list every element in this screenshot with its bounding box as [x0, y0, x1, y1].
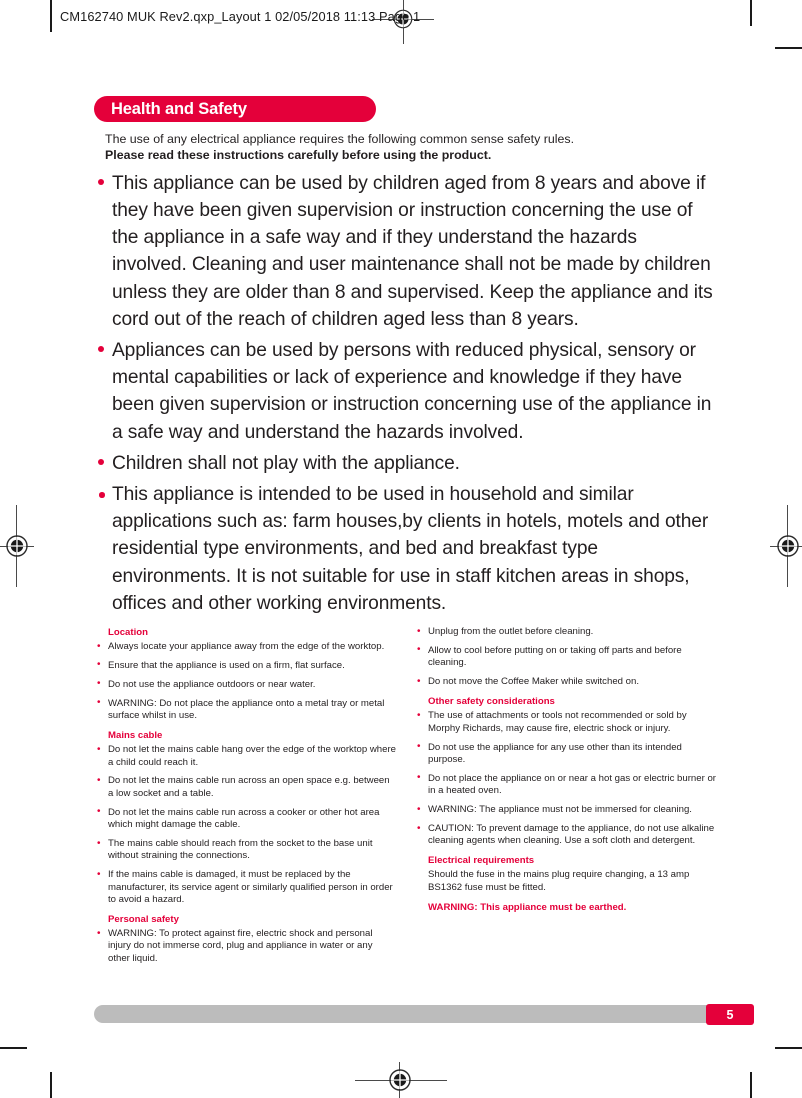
- crop-mark-bottom-left-horizontal: [0, 1047, 27, 1049]
- list-item: • WARNING: To protect against fire, electric shock and personal injury do not immerse cord, plug and appliance in water or any other liquid.: [94, 928, 396, 965]
- list-item: • If the mains cable is damaged, it must be replaced by the manufacturer, its service agent or similarly qualified person in order to avoid a hazard.: [94, 869, 396, 906]
- right-column: [414, 626, 716, 972]
- crop-mark-bottom-left-vertical: [50, 1072, 52, 1098]
- two-column-safety-section: [94, 626, 716, 972]
- list-item: Children shall not play with the appliance.: [94, 450, 716, 477]
- earth-warning-text: WARNING: This appliance must be earthed.: [428, 902, 627, 914]
- page-title: Health and Safety: [111, 99, 247, 118]
- crop-mark-top-right-horizontal: [775, 47, 802, 49]
- list-item: • Do not let the mains cable run across a cooker or other hot area which might damage the cable.: [94, 807, 396, 832]
- subheading-electrical-requirements: Electrical requirements: [428, 855, 535, 867]
- subheading-other-safety: Other safety considerations: [428, 696, 555, 708]
- footer-bar: [94, 1005, 732, 1023]
- list-item: This appliance is intended to be used in household and similar applications such as: farm houses,by clients in hotels, motels and other residential type environments, and bed and breakfast type environments. It is not suitable for use in staff kitchen areas in shops, offices and other working environments.: [94, 481, 716, 617]
- list-item: • Ensure that the appliance is used on a firm, flat surface.: [94, 660, 396, 672]
- subheading-location: Location: [108, 627, 148, 639]
- registration-mark-icon: [5, 534, 29, 558]
- subheading-mains-cable: Mains cable: [108, 730, 163, 742]
- list-item: • Do not let the mains cable run across an open space e.g. between a low socket and a table.: [94, 775, 396, 800]
- list-item: • Do not use the appliance outdoors or near water.: [94, 679, 396, 691]
- crop-mark-top-right-vertical: [750, 0, 752, 26]
- list-item: • CAUTION: To prevent damage to the appliance, do not use alkaline cleaning agents when cleaning. Use a soft cloth and detergent.: [414, 823, 716, 848]
- crop-mark-bottom-right-vertical: [750, 1072, 752, 1098]
- page-footer: [94, 1004, 754, 1025]
- list-item: • Do not place the appliance on or near a hot gas or electric burner or in a heated oven.: [414, 773, 716, 798]
- registration-mark-icon: [388, 1068, 412, 1092]
- list-item: • The use of attachments or tools not recommended or sold by Morphy Richards, may cause fire, electric shock or injury.: [414, 710, 716, 735]
- list-item: • The mains cable should reach from the socket to the base unit without straining the connections.: [94, 838, 396, 863]
- list-item: This appliance can be used by children aged from 8 years and above if they have been given supervision or instruction concerning the use of the appliance in a safe way and if they understand the hazards involved. Cleaning and user maintenance shall not be made by children unless they are older than 8 and supervised. Keep the appliance and its cord out of the reach of children aged less than 8 years.: [94, 170, 716, 333]
- list-item: • Always locate your appliance away from the edge of the worktop.: [94, 641, 396, 653]
- left-column: [94, 626, 396, 972]
- page-number: 5: [726, 1007, 734, 1022]
- list-item: • Unplug from the outlet before cleaning.: [414, 626, 716, 638]
- crop-mark-bottom-right-horizontal: [775, 1047, 802, 1049]
- header-rule: [50, 4, 52, 32]
- page-number-badge: [706, 1004, 754, 1025]
- section-banner: [94, 96, 376, 122]
- list-item: • WARNING: The appliance must not be immersed for cleaning.: [414, 804, 716, 816]
- list-item: Appliances can be used by persons with reduced physical, sensory or mental capabilities or lack of experience and knowledge if they have been given supervision or instruction concerning use of the appliance in a safe way and understand the hazards involved.: [94, 337, 716, 446]
- header-slug: CM162740 MUK Rev2.qxp_Layout 1 02/05/2018 11:13 Page 1: [60, 9, 421, 24]
- list-item: • Allow to cool before putting on or taking off parts and before cleaning.: [414, 645, 716, 670]
- intro-paragraph: [105, 131, 716, 164]
- electrical-requirements-text: Should the fuse in the mains plug require changing, a 13 amp BS1362 fuse must be fitted.: [428, 869, 690, 893]
- list-item: • WARNING: Do not place the appliance onto a metal tray or metal surface whilst in use.: [94, 698, 396, 723]
- list-item: • Do not use the appliance for any use other than its intended purpose.: [414, 742, 716, 767]
- list-item: • Do not move the Coffee Maker while switched on.: [414, 676, 716, 688]
- page-content: [94, 96, 716, 972]
- registration-mark-icon: [776, 534, 800, 558]
- list-item: • Do not let the mains cable hang over the edge of the worktop where a child could reach it.: [94, 744, 396, 769]
- subheading-personal-safety: Personal safety: [108, 914, 179, 926]
- main-warning-list: [94, 170, 716, 617]
- intro-line-1: The use of any electrical appliance requires the following common sense safety rules.: [105, 132, 575, 146]
- intro-line-2: Please read these instructions carefully before using the product.: [105, 148, 492, 163]
